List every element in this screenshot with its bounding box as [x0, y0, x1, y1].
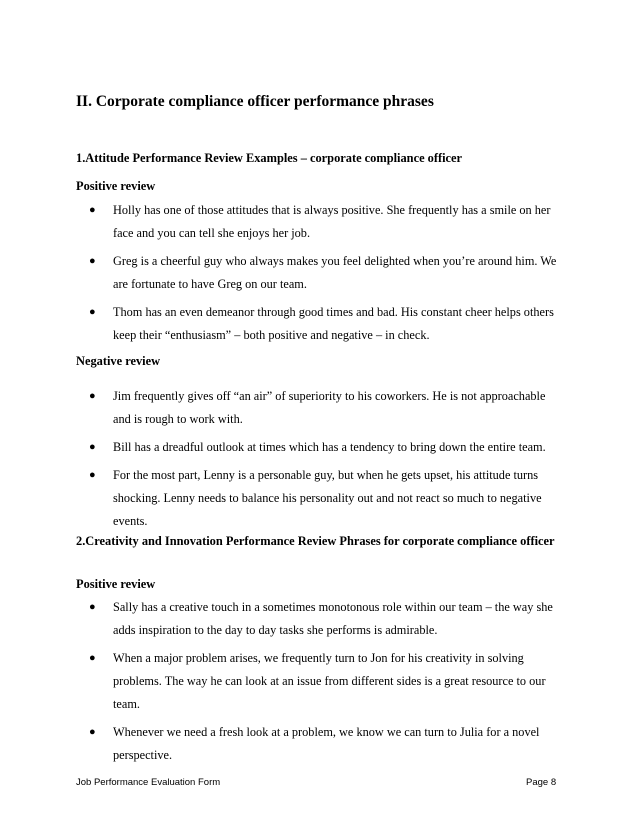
list-item-text: Bill has a dreadful outlook at times which has a tendency to bring down the entire team.: [113, 440, 546, 454]
negative-review-list: [76, 385, 566, 533]
bullet-icon: ●: [89, 255, 96, 267]
bullet-icon: ●: [89, 469, 96, 481]
negative-review-label: Negative review: [76, 354, 161, 368]
bullet-icon: ●: [89, 204, 96, 216]
list-item: [76, 250, 566, 296]
bullet-icon: ●: [89, 652, 96, 664]
positive-review-label: Positive review: [76, 179, 156, 193]
list-item: [76, 385, 566, 431]
list-item-text: Sally has a creative touch in a sometimes monotonous role within our team – the way she adds inspiration to the day to day tasks she performs is admirable.: [113, 600, 553, 637]
bullet-icon: ●: [89, 390, 96, 402]
list-item: [76, 647, 566, 716]
list-item-text: Greg is a cheerful guy who always makes you feel delighted when you’re around him. We are fortunate to have Greg on our team.: [113, 254, 557, 291]
section-heading-creativity: 2.Creativity and Innovation Performance Review Phrases for corporate compliance officer: [76, 534, 555, 548]
positive-review-list: [76, 596, 566, 767]
list-item-text: Jim frequently gives off “an air” of superiority to his coworkers. He is not approachable and is rough to work with.: [113, 389, 546, 426]
section-heading-attitude: 1.Attitude Performance Review Examples – corporate compliance officer: [76, 151, 463, 165]
list-item: [76, 464, 566, 533]
list-item-text: For the most part, Lenny is a personable guy, but when he gets upset, his attitude turns shocking. Lenny needs to balance his personality out and not react so much to negative events.: [113, 468, 542, 528]
list-item: [76, 301, 566, 347]
bullet-icon: ●: [89, 726, 96, 738]
list-item-text: Thom has an even demeanor through good times and bad. His constant cheer helps others keep their “enthusiasm” – both positive and negative – in check.: [113, 305, 554, 342]
footer-form-name: Job Performance Evaluation Form: [76, 777, 221, 788]
list-item: [76, 721, 566, 767]
bullet-icon: ●: [89, 601, 96, 613]
bullet-icon: ●: [89, 441, 96, 453]
page-title: II. Corporate compliance officer performance phrases: [76, 93, 434, 110]
footer-page-number: Page 8: [526, 777, 557, 788]
positive-review-list: [76, 199, 566, 347]
list-item: [76, 436, 566, 459]
list-item-text: When a major problem arises, we frequently turn to Jon for his creativity in solving problems. The way he can look at an issue from different sides is a great resource to our team.: [113, 651, 546, 711]
list-item: [76, 199, 566, 245]
list-item: [76, 596, 566, 642]
list-item-text: Whenever we need a fresh look at a problem, we know we can turn to Julia for a novel perspective.: [113, 725, 540, 762]
positive-review-label: Positive review: [76, 577, 156, 591]
list-item-text: Holly has one of those attitudes that is always positive. She frequently has a smile on her face and you can tell she enjoys her job.: [113, 203, 551, 240]
bullet-icon: ●: [89, 306, 96, 318]
